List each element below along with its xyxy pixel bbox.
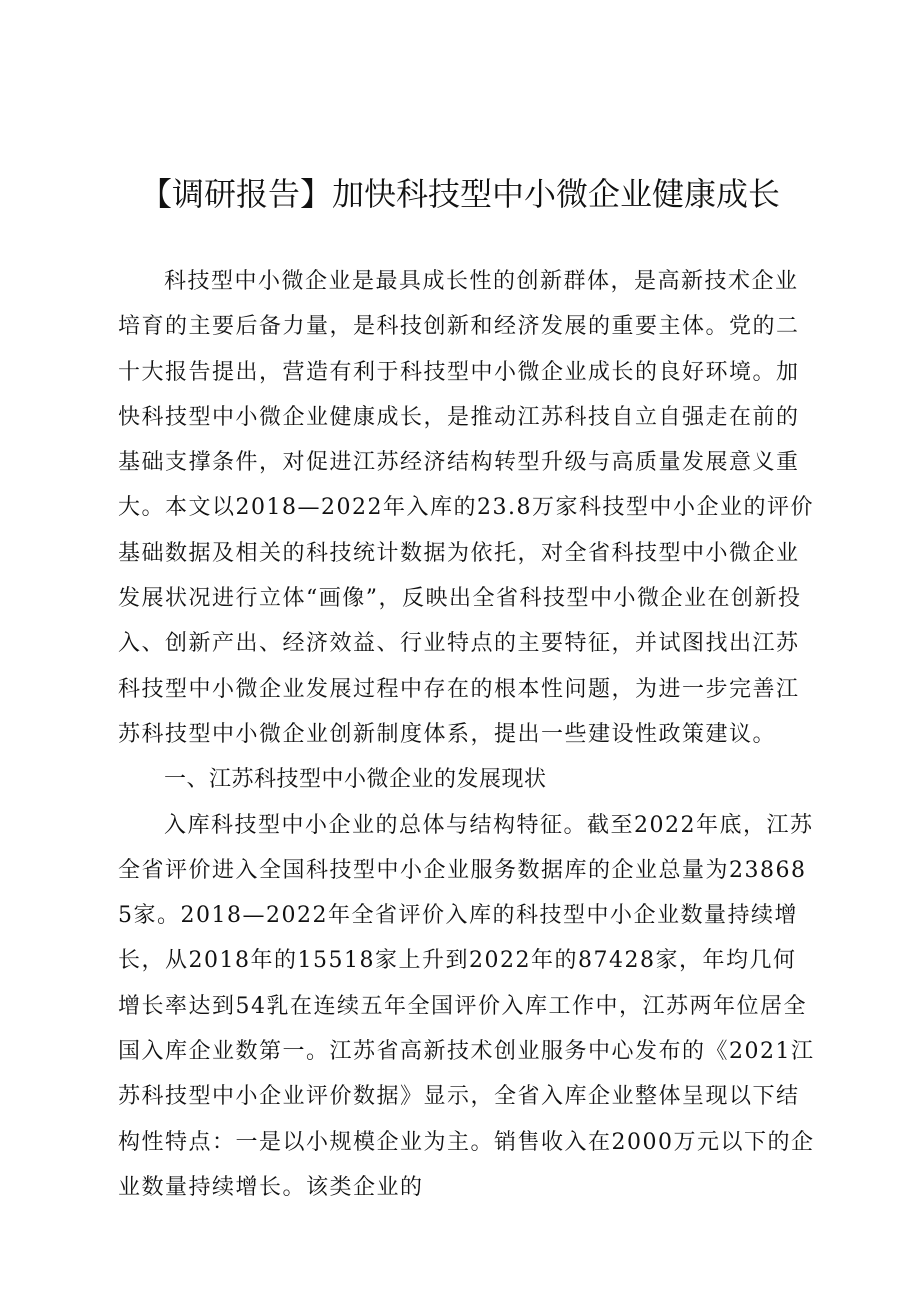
section-heading: 一、江苏科技型中小微企业的发展现状 [164, 767, 547, 793]
document-body [118, 259, 818, 1210]
intro-paragraph: 科技型中小微企业是最具成长性的创新群体，是高新技术企业培育的主要后备力量，是科技创新和经济发展的重要主体。党的二十大报告提出，营造有利于科技型中小微企业成长的良好环境。加快科技型中小微企业健康成长，是推动江苏科技自立自强走在前的基础支撑条件，对促进江苏经济结构转型升级与高质量发展意义重大。本文以2018—2022年入库的23.8万家科技型中小企业的评价基础数据及相关的科技统计数据为依托，对全省科技型中小微企业发展状况进行立体“画像”，反映出全省科技型中小微企业在创新投入、创新产出、经济效益、行业特点的主要特征，并试图找出江苏科技型中小微企业发展过程中存在的根本性问题，为进一步完善江苏科技型中小微企业创新制度体系，提出一些建设性政策建议。 [118, 269, 814, 747]
section-paragraph: 入库科技型中小企业的总体与结构特征。截至2022年底，江苏全省评价进入全国科技型中小企业服务数据库的企业总量为238685家。2018—2022年全省评价入库的科技型中小企业数量持续增长，从2018年的15518家上升到2022年的87428家，年均几何增长率达到54乳在连续五年全国评价入库工作中，江苏两年位居全国入库企业数第一。江苏省高新技术创业服务中心发布的《2021江苏科技型中小企业评价数据》显示，全省入库企业整体呈现以下结构性特点：一是以小规模企业为主。销售收入在2000万元以下的企业数量持续增长。该类企业的 [118, 812, 815, 1200]
document-title: 【调研报告】加快科技型中小微企业健康成长 [139, 175, 780, 213]
